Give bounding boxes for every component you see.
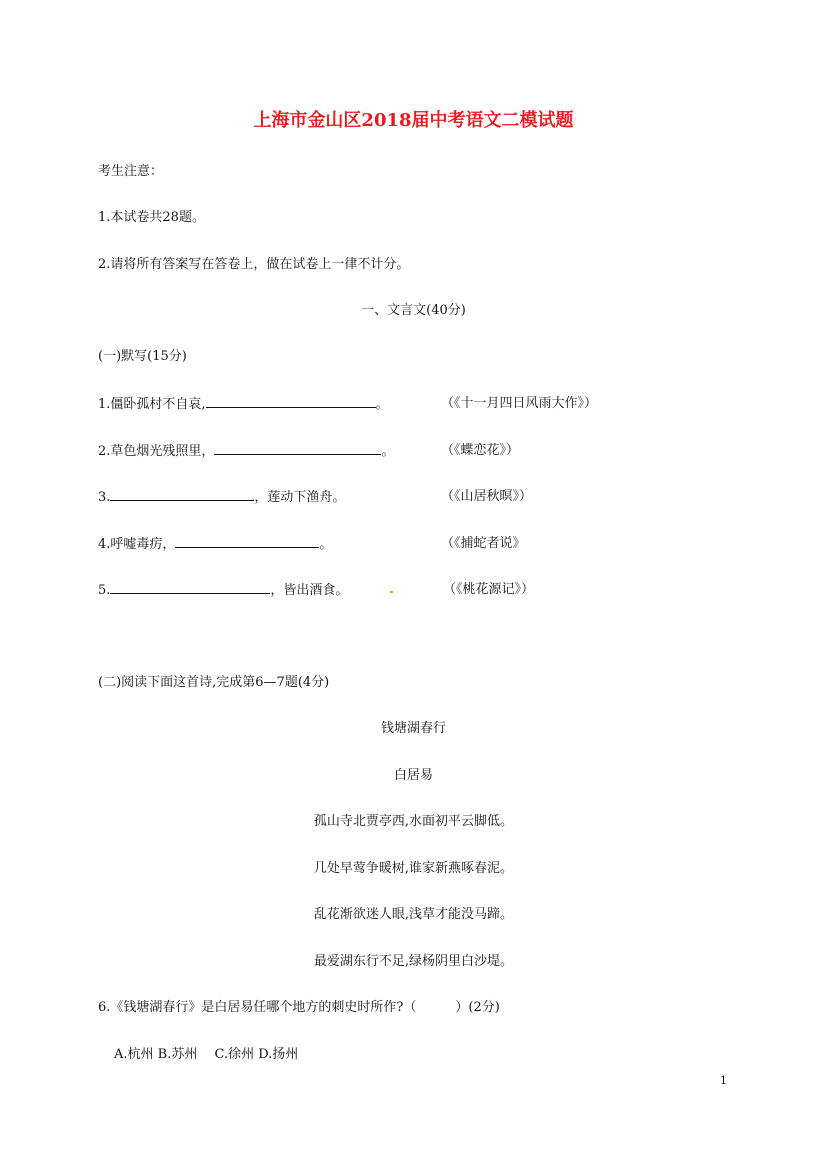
question-source: （《桃花源记》） — [443, 582, 535, 597]
poem-line: 乱花渐欲迷人眼,浅草才能没马蹄。 — [313, 907, 514, 922]
part-heading: (二)阅读下面这首诗,完成第6—7题(4分) — [98, 675, 330, 690]
answer-blank[interactable] — [175, 535, 319, 548]
poem-line: 几处早莺争暖树,谁家新燕啄春泥。 — [313, 861, 514, 876]
question-6: 6.《钱塘湖春行》是白居易任哪个地方的刺史时所作?（ ）(2分) — [98, 1000, 500, 1015]
question-text: 4.呼嘘毒疠， — [98, 537, 176, 552]
page-number: 1 — [720, 1074, 727, 1087]
question-text: 2.草色烟光残照里， — [98, 444, 215, 459]
question-source: （《捕蛇者说》 — [441, 536, 526, 551]
question-text: 3. — [98, 490, 111, 505]
notice-item: 1.本试卷共28题。 — [98, 210, 205, 225]
document-title: 上海市金山区2018届中考语文二模试题 — [253, 110, 574, 131]
question-text: ，莲动下渔舟。 — [254, 490, 346, 505]
poem-title: 钱塘湖春行 — [380, 721, 446, 736]
notice-item: 2.请将所有答案写在答卷上，做在试卷上一律不计分。 — [98, 257, 410, 272]
question-source: （《十一月四日风雨大作》） — [441, 396, 598, 411]
question-2 — [98, 442, 394, 461]
question-source: （《山居秋暝》） — [441, 489, 533, 504]
answer-blank[interactable] — [110, 488, 254, 501]
question-text: 。 — [381, 444, 395, 459]
question-text: 5. — [98, 583, 111, 598]
question-text: ，皆出酒食。 — [270, 583, 349, 598]
answer-blank[interactable] — [214, 442, 381, 455]
part-heading: (一)默写(15分) — [98, 349, 187, 364]
question-1 — [98, 395, 389, 414]
answer-blank[interactable] — [206, 395, 376, 408]
question-text: 。 — [319, 537, 333, 552]
poem-line: 孤山寺北贾亭西,水面初平云脚低。 — [313, 814, 514, 829]
question-5 — [98, 581, 348, 600]
answer-blank[interactable] — [110, 581, 270, 594]
poem-line: 最爱湖东行不足,绿杨阴里白沙堤。 — [313, 954, 514, 969]
stray-mark — [390, 591, 393, 593]
question-6-options: A.杭州 B.苏州 C.徐州 D.扬州 — [114, 1047, 299, 1062]
poem-author: 白居易 — [393, 768, 433, 783]
question-4 — [98, 535, 332, 554]
question-source: （《蝶恋花》） — [441, 443, 520, 458]
section-title: 一、文言文(40分) — [361, 303, 466, 318]
question-3 — [98, 488, 345, 507]
notice-heading: 考生注意： — [98, 164, 164, 179]
question-text: 1.僵卧孤村不自哀, — [98, 397, 206, 412]
question-text: 。 — [375, 397, 389, 412]
